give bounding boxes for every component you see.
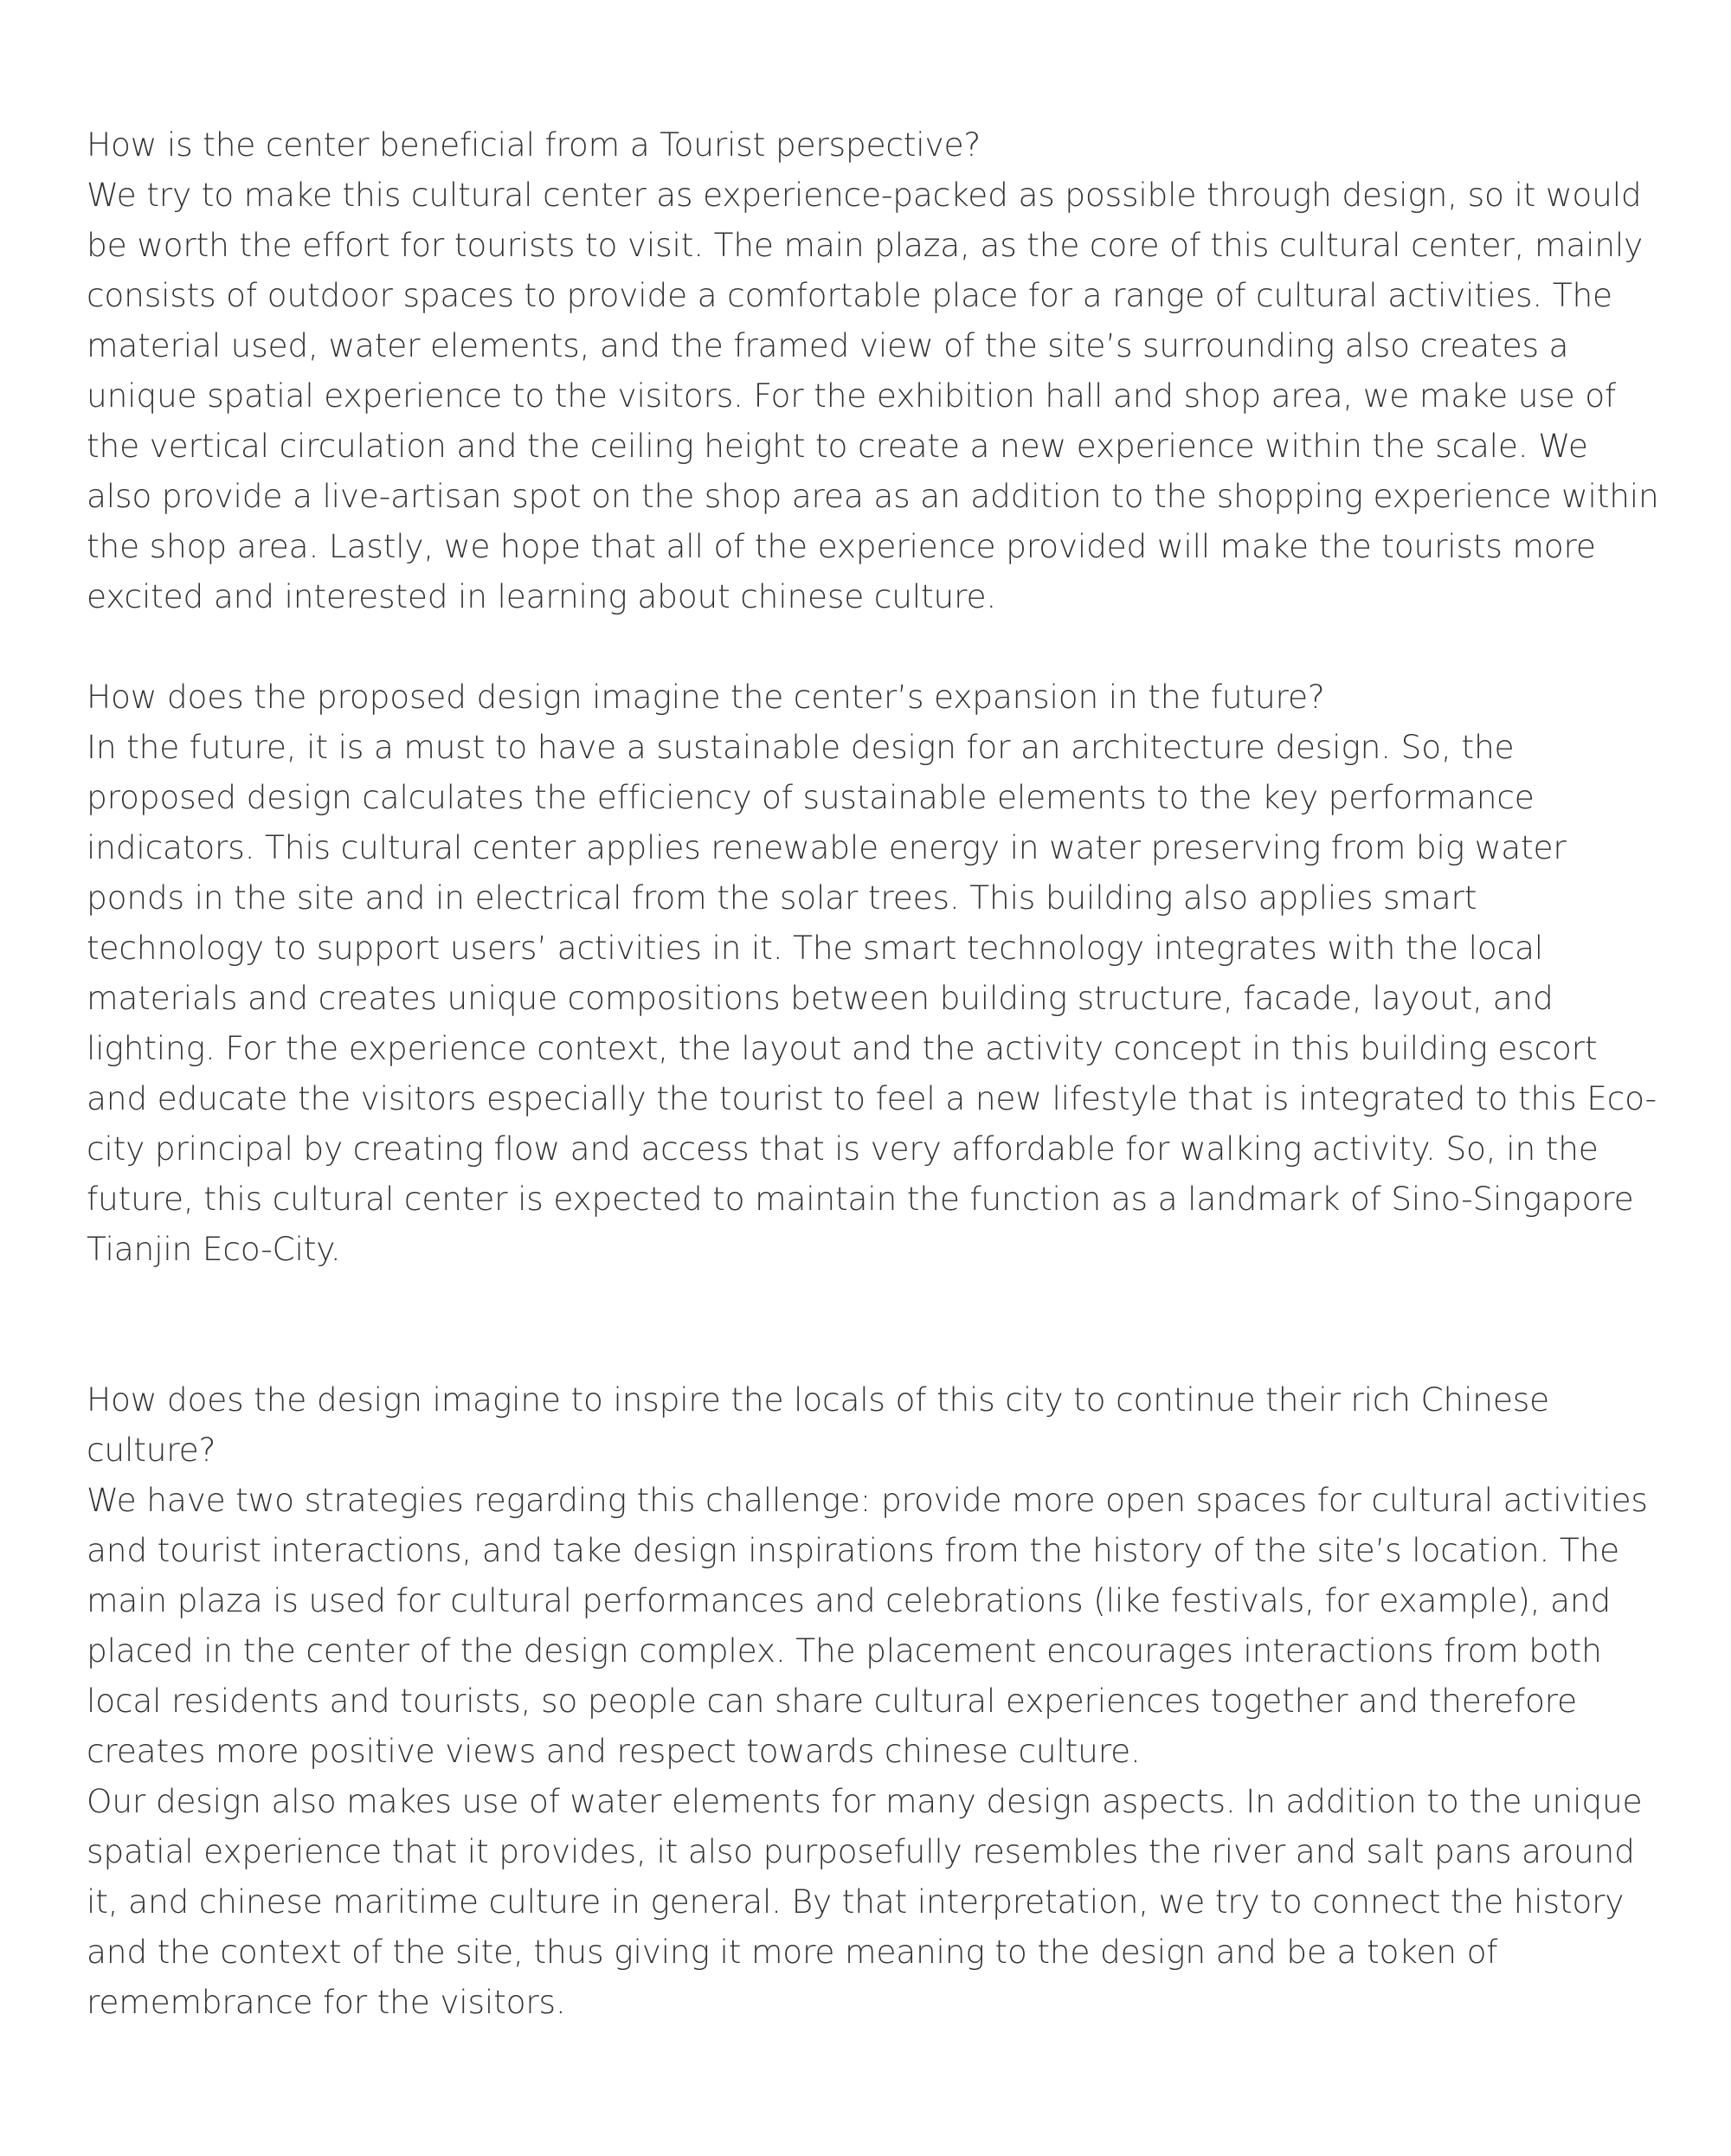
answer-tourist-perspective: We try to make this cultural center as experience-packed as possible through design, so it would be worth the effort for tourists to visit. The main plaza, as the core of this cultural center, mainly consists of outdoor spaces to provide a comfortable place for a range of cultural activities. The material used, water elements, and the framed view of the site’s surrounding also creates a unique spatial experience to the visitors. For the exhibition hall and shop area, we make use of the vertical circulation and the ceiling height to create a new experience within the scale. We also provide a live-artisan spot on the shop area as an addition to the shopping experience within the shop area. Lastly, we hope that all of the experience provided will make the tourists more excited and interested in learning about chinese culture. (87, 176, 1659, 615)
faq-section-expansion (87, 672, 1662, 1274)
section-spacer (87, 621, 1662, 672)
answer-inspire-locals-continued: Our design also makes use of water elements for many design aspects. In addition to the unique spatial experience that it provides, it also purposefully resembles the river and salt pans around it, and chinese maritime culture in general. By that interpretation, we try to connect the history and the context of the site, thus giving it more meaning to the design and be a token of remembrance for the visitors. (87, 1782, 1643, 2021)
section-spacer (87, 1274, 1662, 1374)
faq-section-locals (87, 1374, 1662, 2027)
answer-future-expansion: In the future, it is a must to have a sustainable design for an architecture design. So, the proposed design calculates the efficiency of sustainable elements to the key performance indicators. This cultural center applies renewable energy in water preserving from big water ponds in the site and in electrical from the solar trees. This building also applies smart technology to support users’ activities in it. The smart technology integrates with the local materials and creates unique compositions between building structure, facade, layout, and lighting. For the experience context, the layout and the activity concept in this building escort and educate the visitors especially the tourist to feel a new lifestyle that is integrated to this Eco-city principal by creating flow and access that is very affordable for walking activity. So, in the future, this cultural center is expected to maintain the function as a landmark of Sino-Singapore Tianjin Eco-City. (87, 728, 1657, 1268)
question-inspire-locals: How does the design imagine to inspire the locals of this city to continue their rich Chinese culture? (87, 1380, 1549, 1469)
answer-inspire-locals: We have two strategies regarding this challenge: provide more open spaces for cultural activities and tourist interactions, and take design inspirations from the history of the site’s location. The main plaza is used for cultural performances and celebrations (like festivals, for example), and placed in the center of the design complex. The placement encourages interactions from both local residents and tourists, so people can share cultural experiences together and therefore creates more positive views and respect towards chinese culture. (87, 1481, 1648, 1770)
faq-section-tourist (87, 119, 1662, 621)
question-tourist-perspective: How is the center beneficial from a Tourist perspective? (87, 125, 981, 164)
document-body (87, 119, 1662, 2027)
question-future-expansion: How does the proposed design imagine the center’s expansion in the future? (87, 678, 1325, 716)
